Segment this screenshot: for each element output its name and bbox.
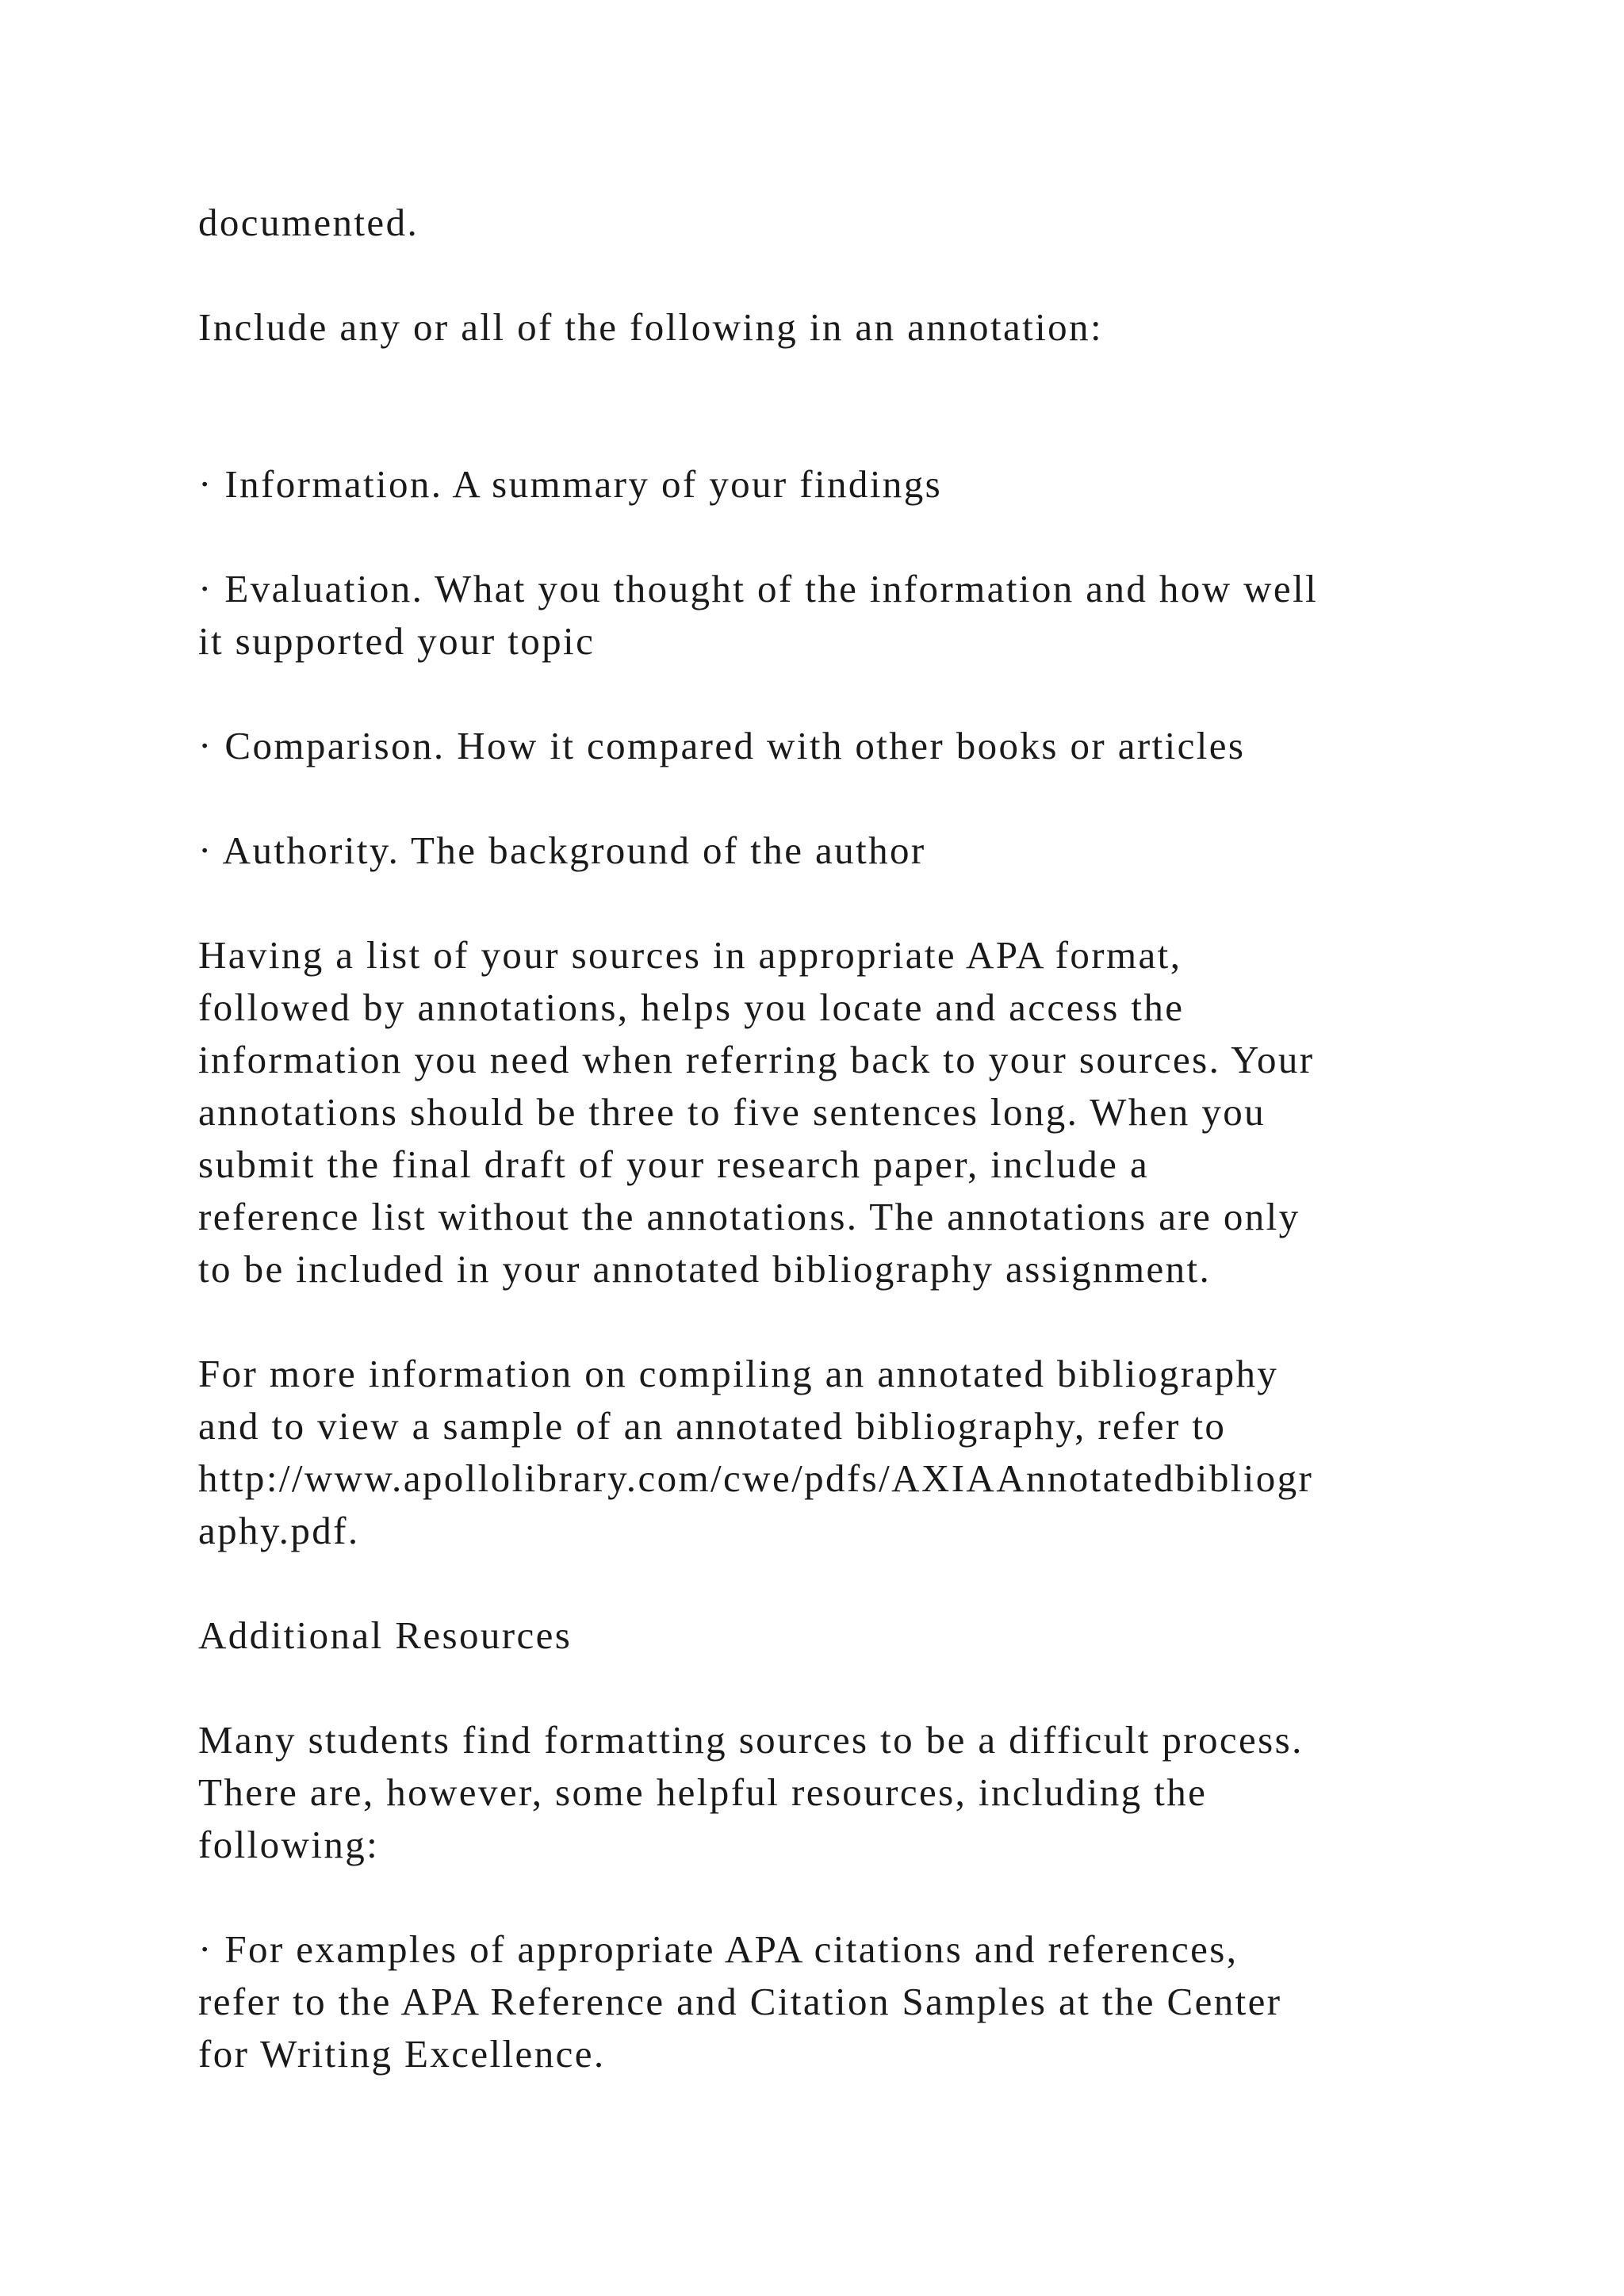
apa-format-paragraph: Having a list of your sources in appropriate APA format, followed by annotations, helps you locate and access the information you need when referring back to your sources. Your annotations should be three to five sentences long. When you submit the final draft of your research paper, include a reference list without the annotations. The annotations are only to be included in your annotated bibliography assignment. [198, 933, 1315, 1291]
opening-fragment: documented. [198, 201, 419, 244]
more-info-paragraph: For more information on compiling an annotated bibliography and to view a sample of an annotated bibliography, refer to http://www.apollolibrary.com/cwe/pdfs/AXIAAnnotatedbibliogr aphy.pdf. [198, 1352, 1314, 1552]
list-item-information: · Information. A summary of your findings [198, 462, 943, 506]
list-item-authority: · Authority. The background of the author [198, 828, 926, 872]
additional-resources-heading: Additional Resources [198, 1613, 573, 1657]
document-body [198, 197, 1451, 2080]
resources-intro-paragraph: Many students find formatting sources to be a difficult process. There are, however, some helpful resources, including the following: [198, 1718, 1304, 1866]
list-item-evaluation: · Evaluation. What you thought of the information and how well it supported your topic [198, 567, 1319, 663]
list-item-apa-samples: · For examples of appropriate APA citations and references, refer to the APA Reference and Citation Samples at the Center for Writing Excellence. [198, 1927, 1282, 2076]
list-item-comparison: · Comparison. How it compared with other books or articles [198, 724, 1246, 767]
annotation-intro: Include any or all of the following in an annotation: [198, 305, 1103, 349]
